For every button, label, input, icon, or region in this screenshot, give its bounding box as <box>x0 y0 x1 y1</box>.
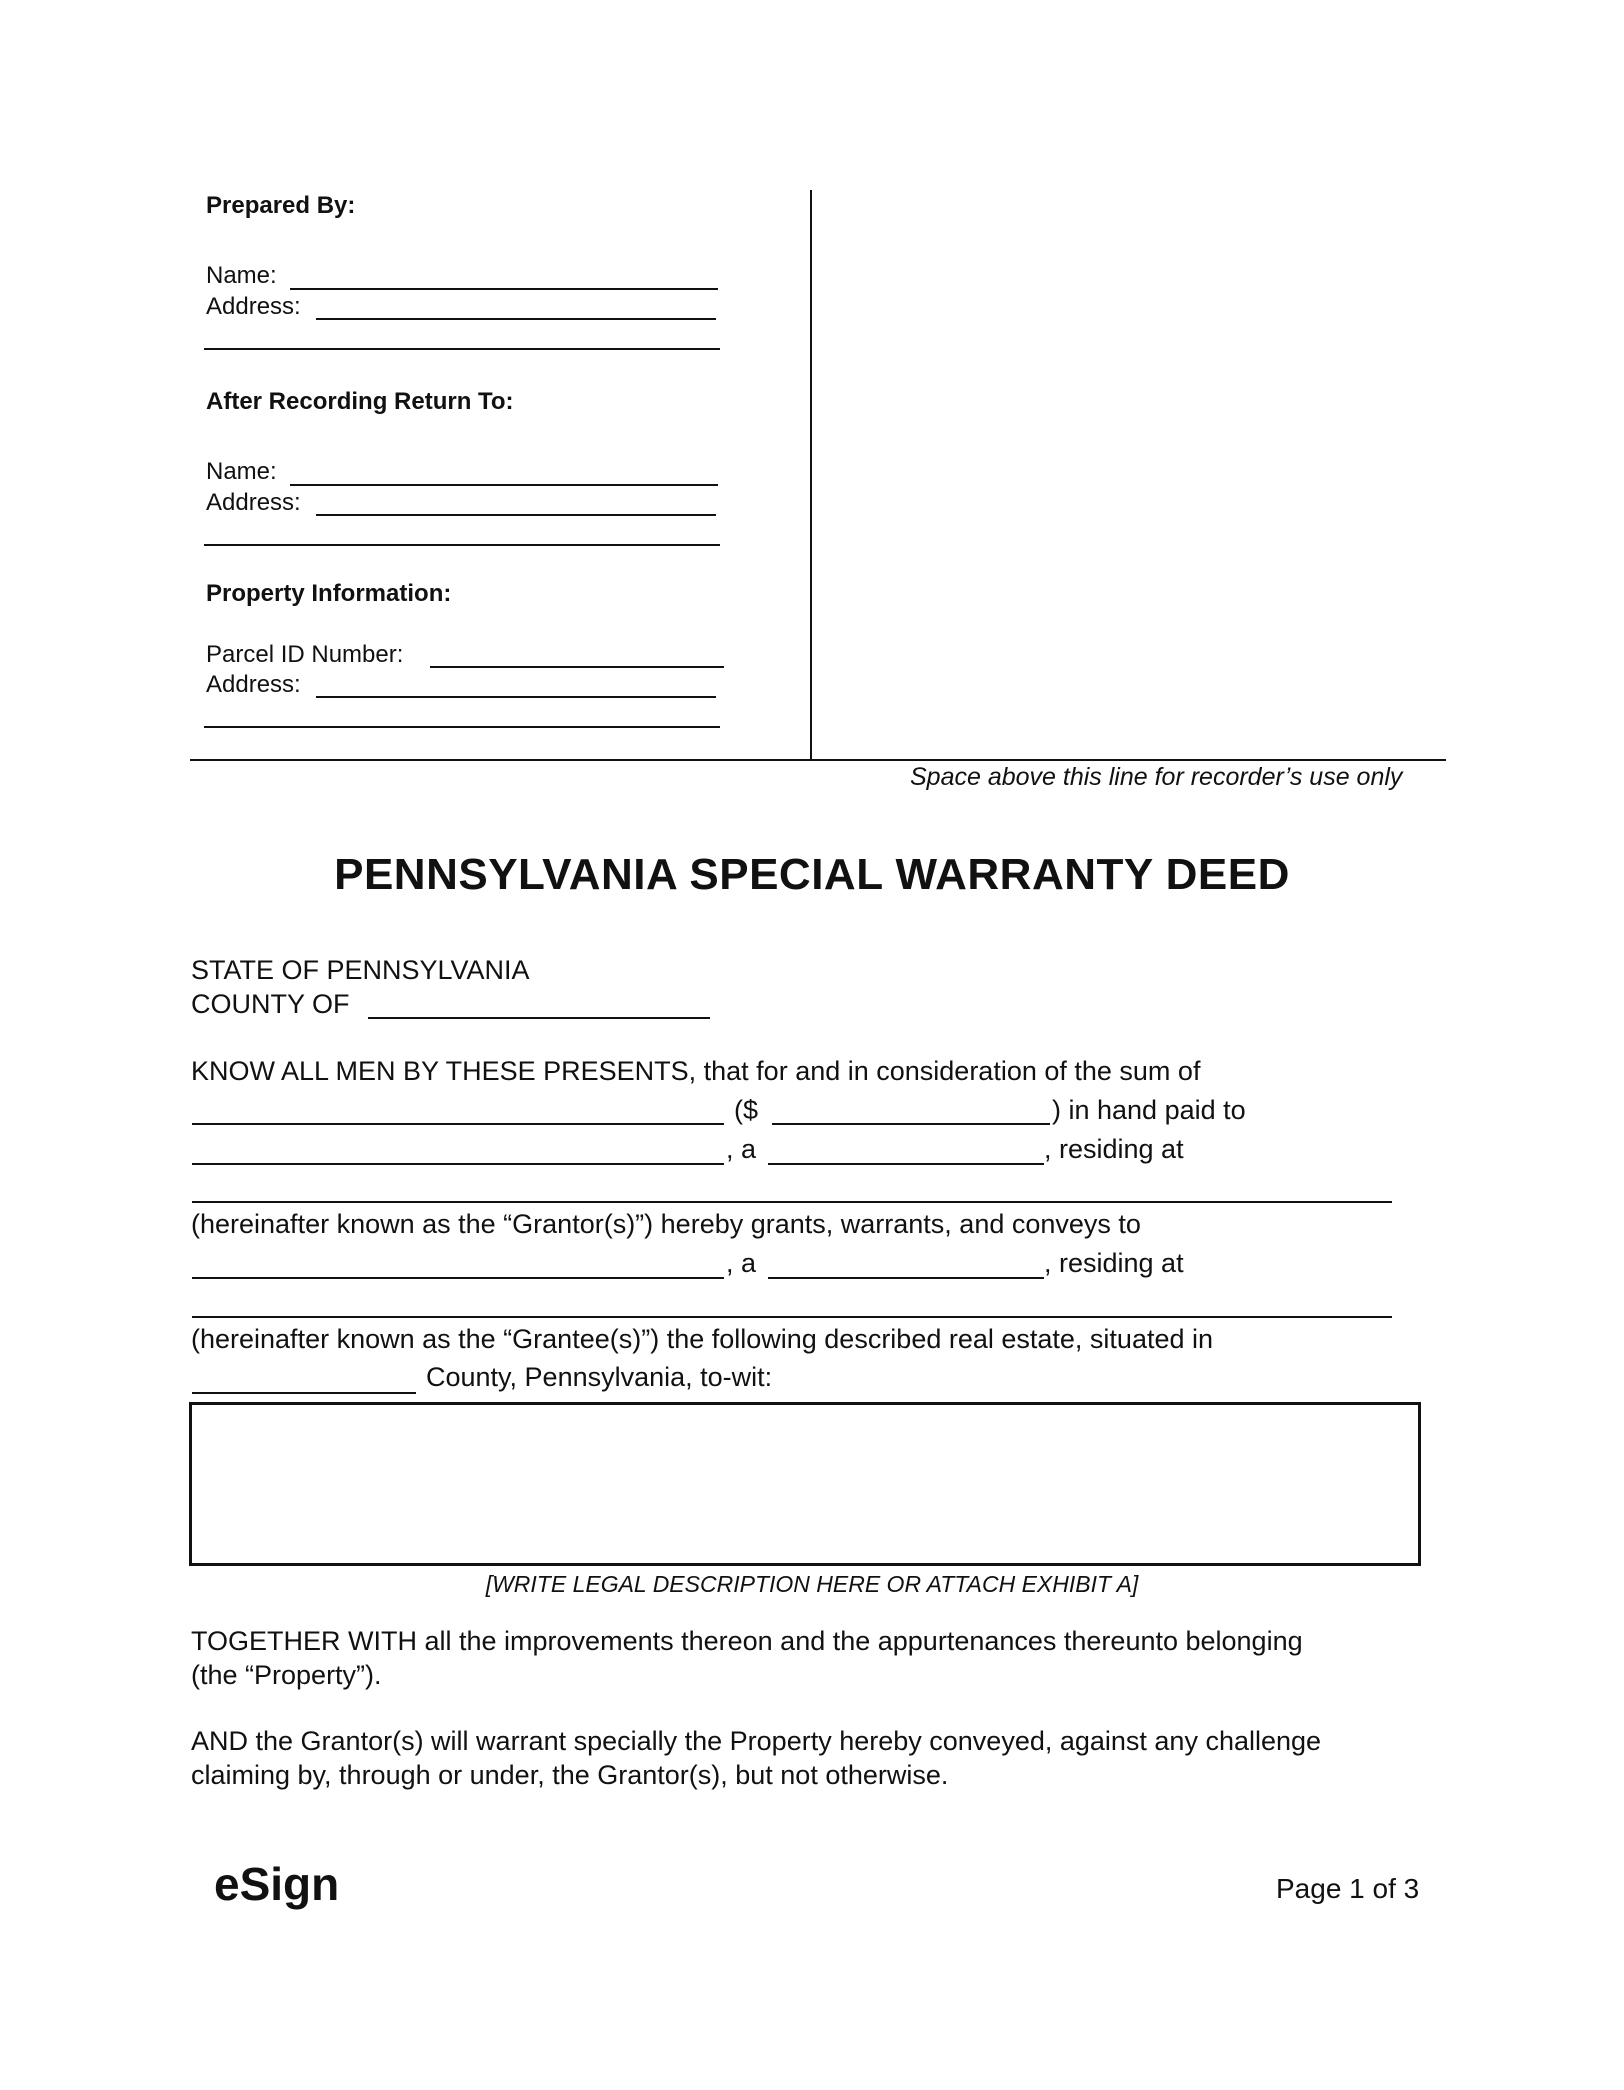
grantor-name-field[interactable] <box>192 1163 724 1165</box>
property-info-heading: Property Information: <box>206 580 452 607</box>
warranty-line-2: claiming by, through or under, the Grantor(s), but not otherwise. <box>191 1760 949 1790</box>
hand-paid-text: ) in hand paid to <box>1052 1095 1246 1125</box>
consideration-amount-field[interactable] <box>772 1123 1050 1125</box>
grantee-clause: (hereinafter known as the “Grantee(s)”) the following described real estate, situated in <box>191 1324 1214 1354</box>
warranty-line-1: AND the Grantor(s) will warrant specially the Property hereby conveyed, against any challenge <box>191 1726 1322 1756</box>
county-pa-text: County, Pennsylvania, to-wit: <box>426 1362 773 1392</box>
page-number: Page 1 of 3 <box>1276 1873 1420 1904</box>
property-address-field[interactable] <box>316 696 716 698</box>
dollar-open: ($ <box>734 1095 759 1125</box>
legal-description-box[interactable] <box>189 1402 1421 1566</box>
grantee-address-field[interactable] <box>192 1316 1392 1318</box>
legal-description-caption: [WRITE LEGAL DESCRIPTION HERE OR ATTACH EXHIBIT A] <box>485 1571 1139 1597</box>
property-address-label: Address: <box>206 671 301 698</box>
prepared-name-field[interactable] <box>290 288 718 290</box>
prepared-address-field[interactable] <box>316 318 716 320</box>
grantor-status-field[interactable] <box>768 1163 1044 1165</box>
property-address-field-2[interactable] <box>204 726 720 728</box>
grantor-clause: (hereinafter known as the “Grantor(s)”) hereby grants, warrants, and conveys to <box>191 1209 1141 1239</box>
prepared-by-heading: Prepared By: <box>206 192 356 219</box>
recorder-note: Space above this line for recorder’s use only <box>910 763 1403 791</box>
grantee-residing-text: , residing at <box>1044 1248 1184 1278</box>
prepared-address-label: Address: <box>206 293 301 320</box>
consideration-words-field[interactable] <box>192 1123 724 1125</box>
together-with-line-2: (the “Property”). <box>191 1660 382 1690</box>
return-address-field[interactable] <box>316 514 716 516</box>
parcel-id-field[interactable] <box>430 666 724 668</box>
recorder-divider <box>810 190 812 760</box>
together-with-line-1: TOGETHER WITH all the improvements thereon and the appurtenances thereunto belonging <box>191 1626 1303 1656</box>
prepared-name-label: Name: <box>206 262 277 289</box>
state-line: STATE OF PENNSYLVANIA <box>191 955 530 985</box>
grantor-residing-text: , residing at <box>1044 1134 1184 1164</box>
parcel-id-label: Parcel ID Number: <box>206 641 404 668</box>
after-recording-heading: After Recording Return To: <box>206 388 514 415</box>
return-name-field[interactable] <box>290 484 718 486</box>
grantee-name-field[interactable] <box>192 1277 724 1279</box>
county-field[interactable] <box>368 1017 710 1019</box>
grantee-status-field[interactable] <box>768 1277 1044 1279</box>
prepared-address-field-2[interactable] <box>204 348 720 350</box>
county-label: COUNTY OF <box>191 989 350 1019</box>
return-address-field-2[interactable] <box>204 544 720 546</box>
property-county-field[interactable] <box>192 1392 416 1394</box>
grantor-address-field[interactable] <box>192 1201 1392 1203</box>
grantor-comma-a: , a <box>726 1134 757 1164</box>
esign-logo: eSign <box>214 1858 340 1910</box>
return-name-label: Name: <box>206 458 277 485</box>
document-title: PENNSYLVANIA SPECIAL WARRANTY DEED <box>334 850 1290 899</box>
grantee-comma-a: , a <box>726 1248 757 1278</box>
know-all-text: KNOW ALL MEN BY THESE PRESENTS, that for and in consideration of the sum of <box>191 1056 1201 1086</box>
return-address-label: Address: <box>206 489 301 516</box>
